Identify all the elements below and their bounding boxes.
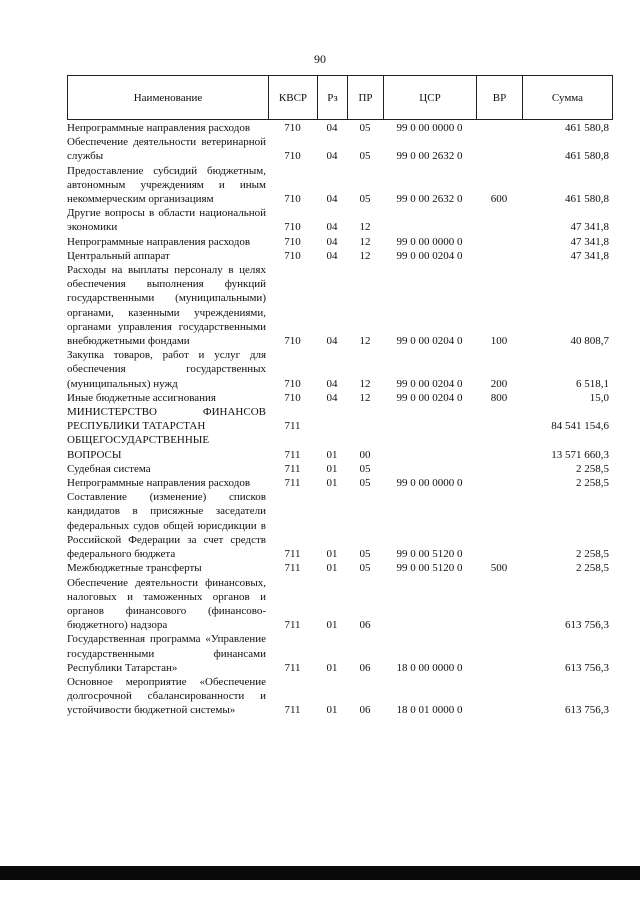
cell-name: Непрограммные направления расходов xyxy=(67,122,251,134)
cell-csr: 18 0 01 0000 0 xyxy=(396,704,463,717)
cell-pr xyxy=(347,405,383,433)
cell-csr: 18 0 00 0000 0 xyxy=(396,661,463,674)
cell-csr: 99 0 00 5120 0 xyxy=(396,562,463,575)
cell-name: Расходы на выплаты персоналу в целях обеспечения выполнения функций государственными (муниципальными) органами, казенными учреждениями, органами управления государственными внебюджетными фондами xyxy=(67,264,266,348)
cell-pr: 12 xyxy=(359,249,371,262)
cell-kvsr: 710 xyxy=(284,221,301,234)
header-sum: Сумма xyxy=(523,76,613,120)
header-csr: ЦСР xyxy=(384,76,477,120)
cell-name: МИНИСТЕРСТВО ФИНАНСОВ РЕСПУБЛИКИ ТАТАРСТАН xyxy=(67,406,266,433)
cell-rz: 01 xyxy=(326,562,338,575)
table-row xyxy=(67,476,612,490)
cell-vr xyxy=(476,206,522,234)
cell-kvsr: 710 xyxy=(284,249,301,262)
cell-rz: 01 xyxy=(326,477,338,490)
cell-name: Обеспечение деятельности ветеринарной службы xyxy=(67,136,266,163)
cell-sum: 461 580,8 xyxy=(565,150,609,163)
cell-vr: 600 xyxy=(490,193,508,206)
cell-vr: 800 xyxy=(490,391,508,404)
cell-vr xyxy=(476,121,522,135)
cell-csr xyxy=(383,405,476,433)
cell-pr: 05 xyxy=(359,562,371,575)
cell-vr xyxy=(476,135,522,163)
cell-vr xyxy=(476,576,522,633)
cell-csr: 99 0 00 0000 0 xyxy=(396,235,463,248)
table-row xyxy=(67,348,612,391)
cell-vr xyxy=(476,462,522,476)
cell-kvsr: 711 xyxy=(284,477,301,490)
cell-name: ОБЩЕГОСУДАРСТВЕННЫЕ ВОПРОСЫ xyxy=(67,434,210,461)
cell-sum: 6 518,1 xyxy=(576,377,609,390)
cell-rz: 04 xyxy=(326,150,338,163)
table-row xyxy=(67,164,612,207)
header-vr: ВР xyxy=(477,76,523,120)
table-row xyxy=(67,632,612,675)
cell-name: Закупка товаров, работ и услуг для обеспечения государственных (муниципальных) нужд xyxy=(67,349,266,390)
cell-csr: 99 0 00 2632 0 xyxy=(396,150,463,163)
cell-csr xyxy=(383,576,476,633)
cell-vr xyxy=(476,490,522,561)
table-row xyxy=(67,405,612,433)
cell-sum: 15,0 xyxy=(589,391,609,404)
cell-kvsr: 710 xyxy=(284,335,301,348)
table-row xyxy=(67,391,612,405)
cell-pr: 12 xyxy=(359,391,371,404)
cell-pr: 12 xyxy=(359,377,371,390)
cell-sum: 613 756,3 xyxy=(565,704,609,717)
cell-name: Обеспечение деятельности финансовых, налоговых и таможенных органов и органов финансового (финансово-бюджетного) надзора xyxy=(67,576,266,632)
header-kvsr: КВСР xyxy=(269,76,318,120)
cell-name: Иные бюджетные ассигнования xyxy=(67,391,216,404)
cell-pr: 06 xyxy=(359,661,371,674)
table-body xyxy=(67,121,612,718)
cell-vr: 100 xyxy=(490,335,508,348)
cell-vr xyxy=(476,476,522,490)
table-row xyxy=(67,263,612,348)
cell-pr: 05 xyxy=(359,193,371,206)
cell-rz: 01 xyxy=(326,548,338,561)
header-rz: Рз xyxy=(318,76,348,120)
cell-kvsr: 710 xyxy=(284,391,301,404)
header-name: Наименование xyxy=(68,76,269,120)
cell-rz: 04 xyxy=(326,221,338,234)
cell-sum: 461 580,8 xyxy=(565,122,609,134)
cell-sum: 2 258,5 xyxy=(576,548,609,561)
cell-kvsr: 710 xyxy=(284,150,301,163)
cell-name: Основное мероприятие «Обеспечение долгосрочной сбалансированности и устойчивости бюджетной системы» xyxy=(67,675,266,717)
cell-sum: 461 580,8 xyxy=(565,193,609,206)
cell-pr: 05 xyxy=(359,462,371,475)
cell-csr xyxy=(383,433,476,461)
cell-sum: 47 341,8 xyxy=(570,249,609,262)
cell-rz: 04 xyxy=(326,235,338,248)
table-row xyxy=(67,490,612,561)
cell-sum: 2 258,5 xyxy=(576,477,609,490)
cell-pr: 05 xyxy=(359,548,371,561)
cell-csr: 99 0 00 0204 0 xyxy=(396,335,463,348)
cell-kvsr: 711 xyxy=(284,562,301,575)
cell-pr: 05 xyxy=(359,150,371,163)
cell-kvsr: 710 xyxy=(284,193,301,206)
cell-rz: 01 xyxy=(326,661,338,674)
cell-sum: 13 571 660,3 xyxy=(551,448,609,461)
cell-rz: 04 xyxy=(326,335,338,348)
cell-vr xyxy=(476,433,522,461)
cell-rz: 04 xyxy=(326,377,338,390)
cell-pr: 05 xyxy=(359,122,371,134)
cell-csr: 99 0 00 0204 0 xyxy=(396,249,463,262)
cell-name: Предоставление субсидий бюджетным, автономным учреждениям и иным некоммерческим организациям xyxy=(67,164,266,206)
scan-bottom-bar xyxy=(0,866,640,880)
cell-rz: 01 xyxy=(326,619,338,632)
cell-rz: 04 xyxy=(326,249,338,262)
page-number: 90 xyxy=(314,52,326,66)
cell-vr xyxy=(476,249,522,263)
budget-table xyxy=(67,121,612,718)
cell-sum: 2 258,5 xyxy=(576,462,609,475)
cell-csr: 99 0 00 2632 0 xyxy=(396,193,463,206)
header-pr: ПР xyxy=(348,76,384,120)
cell-kvsr: 710 xyxy=(284,235,301,248)
cell-name: Межбюджетные трансферты xyxy=(67,562,202,575)
cell-vr xyxy=(476,632,522,675)
cell-csr: 99 0 00 0000 0 xyxy=(396,122,463,134)
cell-pr: 05 xyxy=(359,477,371,490)
cell-vr xyxy=(476,235,522,249)
table-row xyxy=(67,576,612,633)
cell-csr xyxy=(383,206,476,234)
table-row xyxy=(67,135,612,163)
table-row xyxy=(67,675,612,718)
cell-kvsr: 711 xyxy=(284,661,301,674)
cell-rz xyxy=(317,405,347,433)
cell-sum: 47 341,8 xyxy=(570,221,609,234)
table-row xyxy=(67,235,612,249)
cell-kvsr: 710 xyxy=(284,377,301,390)
cell-pr: 12 xyxy=(359,221,371,234)
cell-vr xyxy=(476,405,522,433)
cell-csr: 99 0 00 5120 0 xyxy=(396,548,463,561)
cell-sum: 40 808,7 xyxy=(570,335,609,348)
cell-kvsr: 711 xyxy=(284,448,301,461)
cell-rz: 04 xyxy=(326,122,338,134)
table-row xyxy=(67,206,612,234)
cell-kvsr: 711 xyxy=(284,462,301,475)
table-row xyxy=(67,462,612,476)
cell-pr: 12 xyxy=(359,335,371,348)
cell-name: Центральный аппарат xyxy=(67,249,170,262)
table-header xyxy=(67,75,613,120)
cell-vr xyxy=(476,675,522,718)
cell-sum: 2 258,5 xyxy=(576,562,609,575)
table-row xyxy=(67,121,612,135)
cell-rz: 04 xyxy=(326,193,338,206)
cell-kvsr: 711 xyxy=(284,704,301,717)
cell-csr: 99 0 00 0204 0 xyxy=(396,391,463,404)
cell-kvsr: 710 xyxy=(284,122,301,134)
cell-rz: 01 xyxy=(326,448,338,461)
cell-csr: 99 0 00 0204 0 xyxy=(396,377,463,390)
cell-name: Составление (изменение) списков кандидатов в присяжные заседатели федеральных судов общей юрисдикции в Российской Федерации за счет средств федерального бюджета xyxy=(67,491,266,561)
cell-name: Судебная система xyxy=(67,462,151,475)
cell-pr: 12 xyxy=(359,235,371,248)
cell-rz: 01 xyxy=(326,704,338,717)
cell-name: Другие вопросы в области национальной экономики xyxy=(67,207,266,234)
cell-rz: 01 xyxy=(326,462,338,475)
table-row xyxy=(67,561,612,575)
cell-sum: 47 341,8 xyxy=(570,235,609,248)
cell-vr: 200 xyxy=(490,377,508,390)
cell-name: Государственная программа «Управление государственными финансами Республики Татарстан» xyxy=(67,633,266,674)
cell-csr xyxy=(383,462,476,476)
cell-sum: 84 541 154,6 xyxy=(551,420,609,433)
cell-pr: 06 xyxy=(359,619,371,632)
cell-sum: 613 756,3 xyxy=(565,619,609,632)
cell-name: Непрограммные направления расходов xyxy=(67,235,251,248)
cell-pr: 06 xyxy=(359,704,371,717)
cell-name: Непрограммные направления расходов xyxy=(67,477,251,490)
cell-pr: 00 xyxy=(359,448,371,461)
cell-kvsr: 711 xyxy=(284,548,301,561)
table-row xyxy=(67,249,612,263)
cell-vr: 500 xyxy=(490,562,508,575)
cell-sum: 613 756,3 xyxy=(565,661,609,674)
cell-kvsr: 711 xyxy=(284,619,301,632)
cell-csr: 99 0 00 0000 0 xyxy=(396,477,463,490)
cell-rz: 04 xyxy=(326,391,338,404)
table-row xyxy=(67,433,612,461)
cell-kvsr: 711 xyxy=(284,420,301,433)
